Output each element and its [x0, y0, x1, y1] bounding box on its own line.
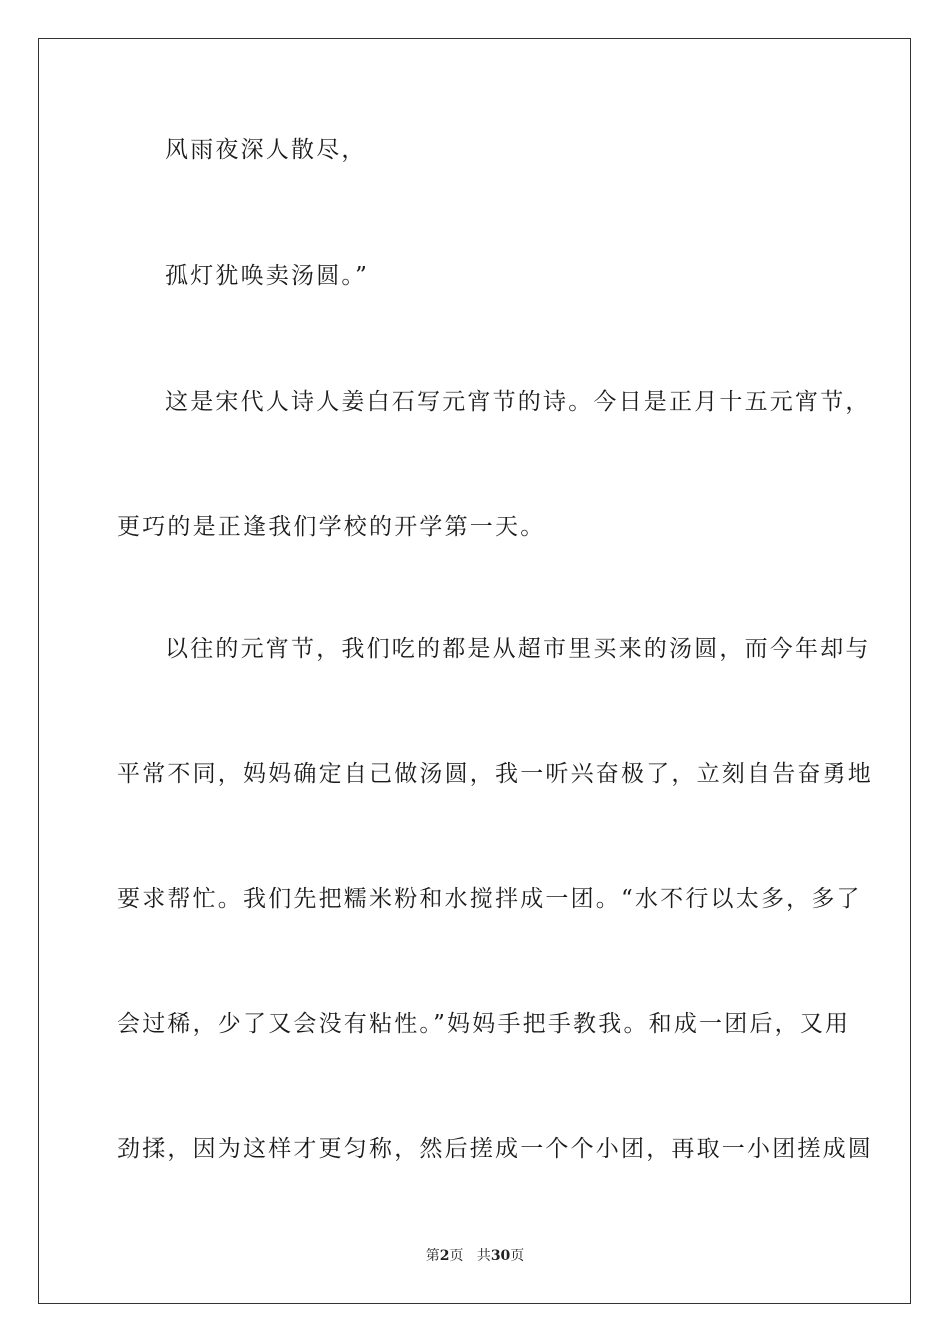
poem-line-2: 孤灯犹唤卖汤圆。”	[165, 263, 370, 289]
page-border	[38, 38, 911, 1304]
paragraph-2-line-2: 平常不同，妈妈确定自己做汤圆，我一听兴奋极了，立刻自告奋勇地	[117, 761, 873, 787]
paragraph-2-line-5: 劲揉，因为这样才更匀称，然后搓成一个个小团，再取一小团搓成圆	[117, 1136, 873, 1162]
paragraph-1-line-1: 这是宋代人诗人姜白石写元宵节的诗。今日是正月十五元宵节，	[165, 389, 871, 415]
paragraph-1-line-2: 更巧的是正逢我们学校的开学第一天。	[117, 514, 546, 540]
poem-line-1: 风雨夜深人散尽，	[165, 137, 367, 163]
page-number: 2	[439, 1248, 450, 1264]
paragraph-2-line-3: 要求帮忙。我们先把糯米粉和水搅拌成一团。“水不行以太多，多了	[117, 886, 862, 912]
page-prefix: 第	[425, 1248, 440, 1264]
paragraph-2-line-4: 会过稀，少了又会没有粘性。”妈妈手把手教我。和成一团后，又用	[117, 1011, 851, 1037]
total-pages: 30	[490, 1248, 511, 1264]
page-footer	[0, 1246, 950, 1266]
total-prefix: 共	[476, 1248, 491, 1264]
page-suffix: 页	[449, 1248, 464, 1264]
total-suffix: 页	[510, 1248, 525, 1264]
paragraph-2-line-1: 以往的元宵节，我们吃的都是从超市里买来的汤圆，而今年却与	[165, 636, 871, 662]
